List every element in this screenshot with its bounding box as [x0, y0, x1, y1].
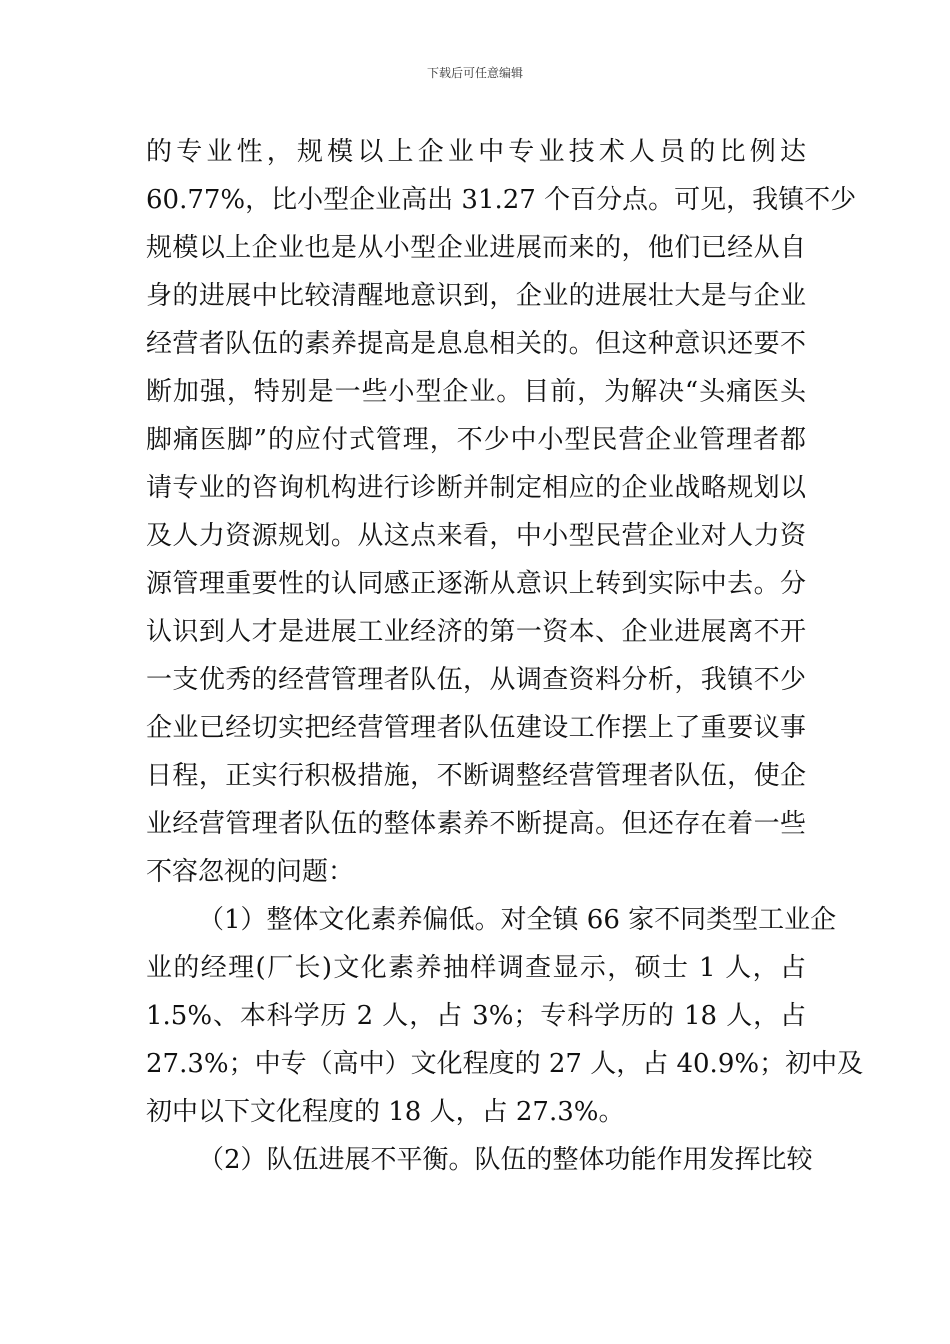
- text-line: 及人力资源规划。从这点来看，中小型民营企业对人力资: [146, 521, 806, 551]
- text-line: 27.3%；中专（高中）文化程度的 27 人，占 40.9%；初中及: [146, 1049, 864, 1079]
- text-line: 1.5%、本科学历 2 人，占 3%；专科学历的 18 人，占: [146, 1001, 806, 1031]
- page-header: 下载后可任意编辑: [426, 66, 523, 80]
- document-body: [146, 128, 864, 1184]
- text-line: 一支优秀的经营管理者队伍，从调查资料分析，我镇不少: [146, 665, 806, 695]
- paragraph: [146, 128, 857, 896]
- paragraph: [146, 1136, 813, 1184]
- paragraph: [146, 896, 864, 1136]
- text-line: 认识到人才是进展工业经济的第一资本、企业进展离不开: [146, 617, 806, 647]
- text-line: 脚痛医脚”的应付式管理，不少中小型民营企业管理者都: [146, 425, 806, 455]
- text-line: 初中以下文化程度的 18 人，占 27.3%。: [146, 1097, 625, 1127]
- text-line: 60.77%，比小型企业高出 31.27 个百分点。可见，我镇不少: [146, 185, 857, 215]
- text-line: 身的进展中比较清醒地意识到，企业的进展壮大是与企业: [146, 281, 806, 311]
- text-line: 规模以上企业也是从小型企业进展而来的，他们已经从自: [146, 233, 806, 263]
- text-line: 的专业性，规模以上企业中专业技术人员的比例达: [146, 137, 806, 167]
- text-line: （2）队伍进展不平衡。队伍的整体功能作用发挥比较: [198, 1145, 813, 1175]
- text-line: 请专业的咨询机构进行诊断并制定相应的企业战略规划以: [146, 473, 806, 503]
- text-line: 断加强，特别是一些小型企业。目前，为解决“头痛医头: [146, 377, 806, 407]
- text-line: 业经营管理者队伍的整体素养不断提高。但还存在着一些: [146, 809, 806, 839]
- text-line: 不容忽视的问题：: [146, 857, 355, 887]
- text-line: 业的经理(厂长)文化素养抽样调查显示，硕士 1 人，占: [146, 953, 806, 983]
- text-line: 企业已经切实把经营管理者队伍建设工作摆上了重要议事: [146, 713, 806, 743]
- text-line: 经营者队伍的素养提高是息息相关的。但这种意识还要不: [146, 329, 806, 359]
- text-line: 源管理重要性的认同感正逐渐从意识上转到实际中去。分: [146, 569, 806, 599]
- text-line: 日程，正实行积极措施，不断调整经营管理者队伍，使企: [146, 761, 806, 791]
- text-line: （1）整体文化素养偏低。对全镇 66 家不同类型工业企: [198, 905, 837, 935]
